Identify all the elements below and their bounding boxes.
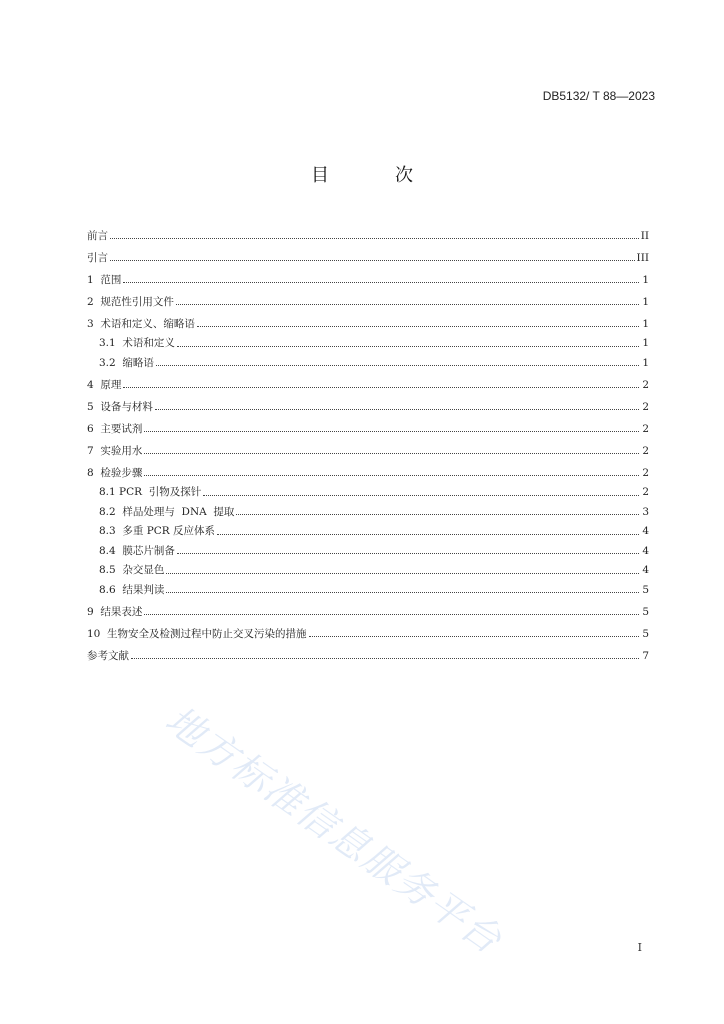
toc-entry-label: 3 术语和定义、缩略语 (87, 317, 195, 330)
toc-entry-label: 3.2 缩略语 (99, 356, 154, 369)
toc-entry-label: 6 主要试剂 (87, 422, 143, 435)
toc-entry-label: 8.1 PCR 引物及探针 (99, 486, 202, 498)
dot-leader (144, 613, 639, 615)
toc-entry-label: 8.2 样品处理与 DNA 提取 (99, 505, 235, 518)
dot-leader (123, 281, 639, 283)
dot-leader (131, 657, 639, 659)
toc-entry-references[interactable] (87, 639, 649, 661)
toc-entry-8-2[interactable] (87, 498, 649, 518)
toc-entry-label: 8 检验步骤 (87, 466, 143, 479)
toc-entry-1[interactable] (87, 263, 649, 285)
toc-entry-label: 1 范围 (87, 273, 122, 286)
toc-entry-page: 2 (642, 486, 649, 498)
toc-entry-label: 9 结果表述 (87, 605, 143, 618)
dot-leader (177, 552, 639, 554)
dot-leader (177, 345, 639, 347)
table-of-contents (87, 219, 649, 661)
toc-entry-label: 前言 (87, 229, 108, 242)
dot-leader (144, 430, 639, 432)
toc-entry-9[interactable] (87, 595, 649, 617)
dot-leader (155, 408, 639, 410)
toc-entry-label: 5 设备与材料 (87, 400, 153, 413)
toc-entry-3[interactable] (87, 307, 649, 329)
dot-leader (123, 386, 639, 388)
toc-entry-7[interactable] (87, 434, 649, 456)
toc-entry-8[interactable] (87, 456, 649, 478)
toc-entry-page: 5 (642, 583, 649, 596)
toc-entry-8-4[interactable] (87, 537, 649, 557)
dot-leader (144, 474, 639, 476)
dot-leader (144, 452, 639, 454)
toc-entry-page: II (640, 229, 649, 242)
toc-entry-page: 2 (642, 400, 649, 413)
toc-entry-page: 7 (642, 649, 649, 662)
toc-entry-page: 5 (642, 627, 649, 640)
dot-leader (110, 237, 639, 239)
toc-entry-label: 2 规范性引用文件 (87, 295, 174, 308)
toc-entry-5[interactable] (87, 390, 649, 412)
dot-leader (156, 364, 639, 366)
toc-entry-8-1[interactable] (87, 478, 649, 498)
toc-entry-page: 4 (642, 544, 649, 557)
toc-entry-page: 1 (642, 317, 649, 330)
dot-leader (203, 494, 639, 496)
toc-entry-page: 5 (642, 605, 649, 618)
toc-entry-page: 4 (642, 525, 649, 537)
toc-entry-label: 3.1 术语和定义 (99, 337, 175, 349)
toc-entry-label: 8.4 膜芯片制备 (99, 544, 175, 557)
toc-entry-page: 2 (642, 378, 649, 391)
toc-entry-page: 1 (642, 273, 649, 286)
toc-entry-label: 8.5 杂交显色 (99, 564, 165, 576)
toc-entry-8-3[interactable] (87, 517, 649, 537)
standard-code: DB5132/ T 88—2023 (542, 89, 655, 103)
dot-leader (197, 325, 639, 327)
dot-leader (236, 513, 639, 515)
toc-title: 目 次 (311, 165, 437, 186)
toc-entry-8-5[interactable] (87, 556, 649, 576)
dot-leader (166, 572, 639, 574)
toc-entry-label: 8.6 结果判读 (99, 583, 165, 596)
toc-entry-page: 3 (642, 505, 649, 518)
toc-entry-page: 1 (642, 356, 649, 369)
toc-entry-label: 参考文献 (87, 649, 129, 662)
toc-entry-4[interactable] (87, 368, 649, 390)
toc-entry-page: 1 (642, 295, 649, 308)
toc-entry-3-1[interactable] (87, 329, 649, 349)
page-number: I (637, 941, 642, 954)
toc-entry-page: 1 (642, 337, 649, 349)
watermark: 地方标准信息服务平台 (157, 697, 511, 963)
toc-entry-label: 7 实验用水 (87, 444, 143, 457)
toc-entry-label: 8.3 多重 PCR 反应体系 (99, 525, 216, 537)
toc-entry-8-6[interactable] (87, 576, 649, 596)
toc-entry-2[interactable] (87, 285, 649, 307)
toc-entry-page: 2 (642, 422, 649, 435)
toc-entry-page: 2 (642, 466, 649, 479)
toc-entry-label: 4 原理 (87, 378, 122, 391)
toc-entry-label: 10 生物安全及检测过程中防止交叉污染的措施 (87, 627, 307, 640)
dot-leader (309, 635, 639, 637)
dot-leader (217, 533, 639, 535)
toc-entry-foreword[interactable] (87, 219, 649, 241)
toc-entry-3-2[interactable] (87, 349, 649, 369)
dot-leader (110, 259, 635, 261)
dot-leader (176, 303, 639, 305)
toc-entry-page: 4 (642, 564, 649, 576)
toc-entry-page: III (636, 251, 649, 264)
toc-entry-6[interactable] (87, 412, 649, 434)
toc-entry-label: 引言 (87, 251, 108, 264)
toc-entry-10[interactable] (87, 617, 649, 639)
toc-entry-introduction[interactable] (87, 241, 649, 263)
dot-leader (166, 591, 639, 593)
toc-entry-page: 2 (642, 444, 649, 457)
